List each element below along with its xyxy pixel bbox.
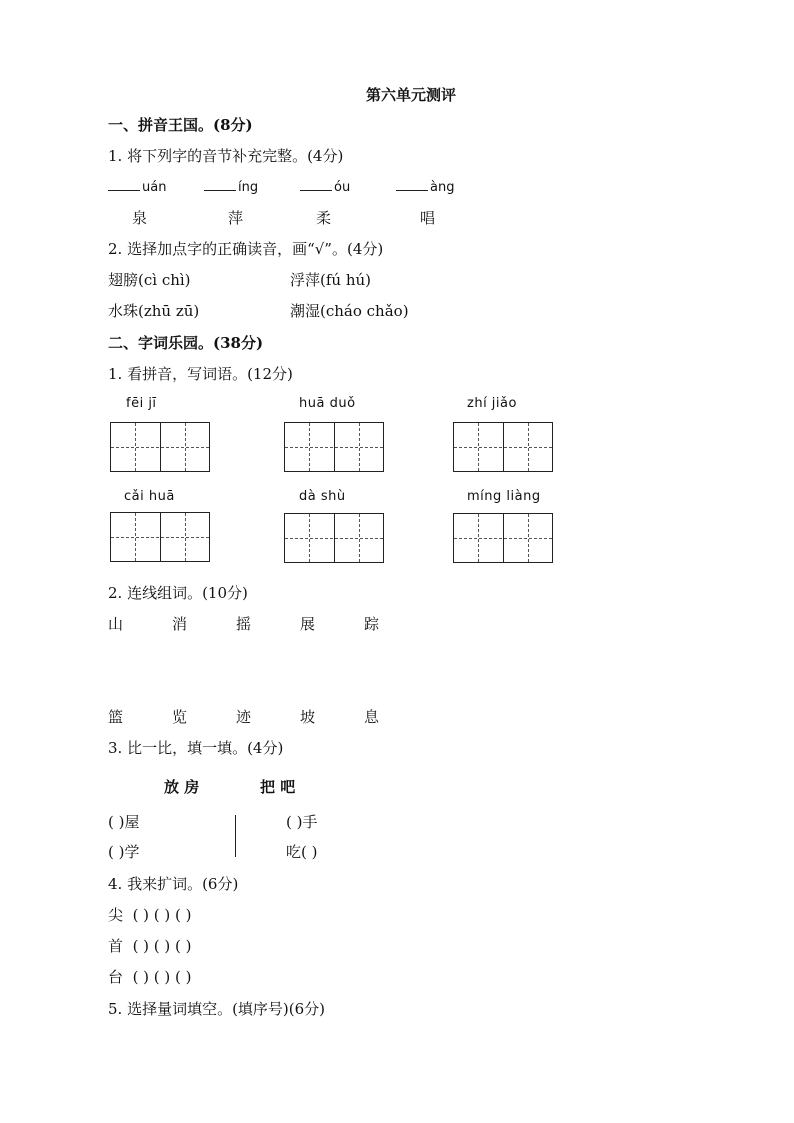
writing-grid-1[interactable] [110,422,210,472]
match-bottom-3[interactable]: 迹 [236,708,252,726]
s2-q2-prompt: 2. 连线组词。(10分) [108,584,248,602]
s2-q3-pair-left: 放 房 [164,778,200,796]
s2-q3-right-1[interactable]: ( )手 [286,813,318,831]
s1-q2-item-4[interactable]: 潮湿(cháo chǎo) [290,302,409,320]
writing-grid-3[interactable] [453,422,553,472]
match-bottom-4[interactable]: 坡 [300,708,316,726]
s2-q1-pinyin-6: míng liàng [467,489,541,504]
s1-q1-blank-4[interactable]: àng [396,178,454,195]
match-top-1[interactable]: 山 [108,615,124,633]
match-top-5[interactable]: 踪 [364,615,380,633]
vertical-divider [235,815,236,857]
match-top-2[interactable]: 消 [172,615,188,633]
match-bottom-2[interactable]: 览 [172,708,188,726]
s2-q1-pinyin-2: huā duǒ [299,396,356,411]
s2-q3-right-2[interactable]: 吃( ) [286,843,318,861]
match-top-4[interactable]: 展 [300,615,316,633]
match-bottom-5[interactable]: 息 [364,708,380,726]
s1-q1-char-2: 萍 [228,209,244,227]
s2-q1-pinyin-1: fēi jī [126,396,157,411]
writing-grid-5[interactable] [284,513,384,563]
s2-q1-prompt: 1. 看拼音，写词语。(12分) [108,365,293,383]
s1-q1-blank-3[interactable]: óu [300,178,350,195]
section2-heading: 二、字词乐园。(38分) [108,334,264,352]
s1-q1-char-1: 泉 [132,209,148,227]
writing-grid-6[interactable] [453,513,553,563]
section1-heading: 一、拼音王国。(8分) [108,116,253,134]
s2-q1-pinyin-3: zhí jiǎo [467,396,517,411]
writing-grid-4[interactable] [110,512,210,562]
s1-q2-item-2[interactable]: 浮萍(fú hú) [290,271,372,289]
s1-q2-prompt: 2. 选择加点字的正确读音，画“√”。(4分) [108,240,384,258]
s2-q4-row-1[interactable]: 尖 ( ) ( ) ( ) [108,906,192,924]
s2-q1-pinyin-5: dà shù [299,489,346,504]
s2-q4-prompt: 4. 我来扩词。(6分) [108,875,239,893]
s2-q3-left-1[interactable]: ( )屋 [108,813,140,831]
s1-q1-char-3: 柔 [316,209,332,227]
s2-q4-row-2[interactable]: 首 ( ) ( ) ( ) [108,937,192,955]
s2-q1-pinyin-4: cǎi huā [124,489,175,504]
s2-q3-prompt: 3. 比一比，填一填。(4分) [108,739,284,757]
s2-q3-left-2[interactable]: ( )学 [108,843,140,861]
writing-grid-2[interactable] [284,422,384,472]
match-bottom-1[interactable]: 篮 [108,708,124,726]
s1-q1-blank-1[interactable]: uán [108,178,166,195]
s1-q1-char-4: 唱 [420,209,436,227]
s1-q2-item-1[interactable]: 翅膀(cì chì) [108,271,191,289]
s1-q1-prompt: 1. 将下列字的音节补充完整。(4分) [108,147,344,165]
s2-q3-pair-right: 把 吧 [260,778,296,796]
page-title: 第六单元测评 [366,86,457,104]
s2-q5-prompt: 5. 选择量词填空。(填序号)(6分) [108,1000,326,1018]
match-top-3[interactable]: 摇 [236,615,252,633]
s1-q2-item-3[interactable]: 水珠(zhū zū) [108,302,200,320]
s1-q1-blank-2[interactable]: íng [204,178,258,195]
s2-q4-row-3[interactable]: 台 ( ) ( ) ( ) [108,968,192,986]
